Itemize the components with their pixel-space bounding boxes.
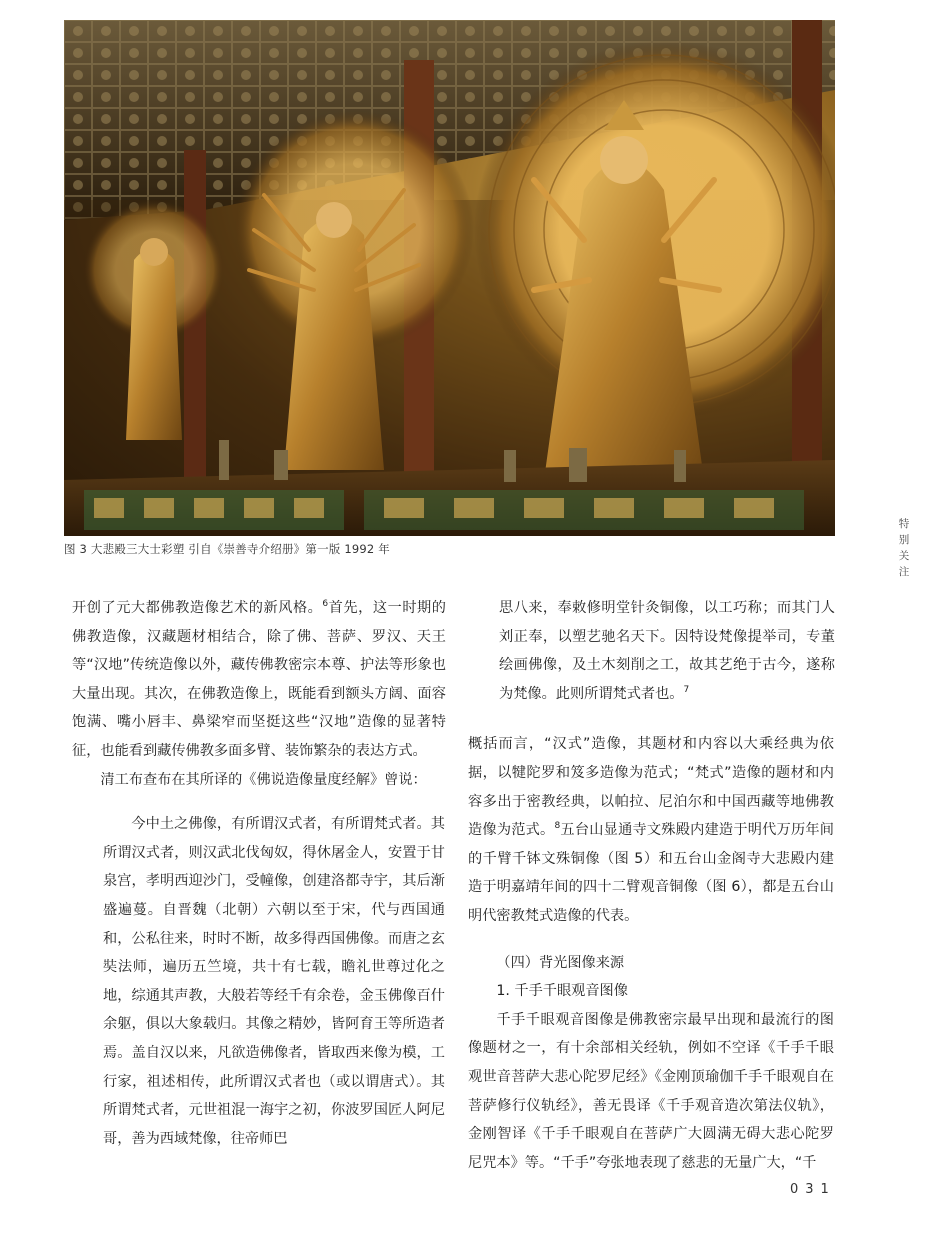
block-quote-right: [499, 594, 835, 708]
section-heading: （四）背光图像来源: [496, 954, 625, 971]
sidebar-char: 别: [898, 534, 910, 546]
section-sidebar-label: [897, 516, 911, 580]
figure-caption: 图 3 大悲殿三大士彩塑 引自《崇善寺介绍册》第一版 1992 年: [64, 542, 390, 556]
right-column: [468, 594, 834, 1177]
three-bodhisattva-statues-photo: [64, 20, 835, 536]
footnote-ref: 8: [554, 821, 561, 832]
footnote-ref: 7: [683, 684, 690, 695]
sidebar-char: 注: [898, 566, 910, 578]
right-paragraph-1: 概括而言，“汉式”造像，其题材和内容以大乘经典为依据，以犍陀罗和笈多造像为范式；“梵式”造像的题材和内容多出于密教经典，以帕拉、尼泊尔和中国西藏等地佛教造像为范式。$^8$五台山显通寺文殊殿内建造于明代万历年间的千臂千钵文殊铜像（图 5）和五台山金阁寺大悲殿内建造于明嘉靖年间的四十二臂观音铜像（图 6），都是五台山明代密教梵式造像的代表。: [468, 736, 834, 924]
statues-photo: [64, 20, 835, 536]
quote-text-continued: 思八来，奉敕修明堂针灸铜像，以工巧称；而其门人刘正奉，以塑艺驰名天下。因特设梵像提举司，专董绘画佛像，及土木刻削之工，故其艺绝于古今，遂称为梵像。此则所谓梵式者也。$^7$: [499, 600, 835, 702]
subsection-heading: 1. 千手千眼观音图像: [496, 983, 628, 1000]
left-paragraph-2: 清工布查布在其所译的《佛说造像量度经解》曾说：: [100, 771, 427, 788]
quote-text: 今中土之佛像，有所谓汉式者，有所谓梵式者。其所谓汉式者，则汉武北伐匈奴，得休屠金人，安置于甘泉宫，孝明西迎沙门，受幢像，创建洛都寺宇，其后渐盛遍蔓。自晋魏（北朝）六朝以至于宋，代与西国通和，公私往来，时时不断，故多得西国佛像。而唐之玄奘法师，遍历五竺境，共十有七载，瞻礼世尊过化之地，综通其声教，大般若等经千有余卷，金玉佛像百什余躯，俱以大象载归。其像之精妙，皆阿育王等所造者焉。盖自汉以来，凡欲造佛像者，皆取西来像为模，工行家，祖述相传，此所谓汉式者也（或以谓唐式）。其所谓梵式者，元世祖混一海宇之初，你波罗国匠人阿尼哥，善为西域梵像，往帝师巴: [103, 816, 445, 1147]
left-paragraph-1: 开创了元大都佛教造像艺术的新风格。$^6$首先，这一时期的佛教造像，汉藏题材相结合，除了佛、菩萨、罗汉、天王等“汉地”传统造像以外，藏传佛教密宗本尊、护法等形象也大量出现。其次，在佛教造像上，既能看到额头方阔、面容饱满、嘴小唇丰、鼻梁窄而坚挺这些“汉地”造像的显著特征，也能看到藏传佛教多面多臂、装饰繁杂的表达方式。: [72, 599, 446, 759]
footnote-ref: 6: [322, 599, 329, 609]
block-quote-left: [103, 810, 445, 1153]
right-paragraph-2: 千手千眼观音图像是佛教密宗最早出现和最流行的图像题材之一，有十余部相关经轨，例如不空译《千手千眼观世音菩萨大悲心陀罗尼经》《金刚顶瑜伽千手千眼观自在菩萨修行仪轨经》，善无畏译《千手观音造次第法仪轨》，金刚智译《千手千眼观自在菩萨广大圆满无碍大悲心陀罗尼咒本》等。“千手”夸张地表现了慈悲的无量广大，“千: [468, 1011, 834, 1171]
page-number: 031: [790, 1182, 836, 1197]
sidebar-char: 特: [898, 518, 910, 530]
sidebar-char: 关: [898, 550, 910, 562]
left-column: [72, 594, 446, 1153]
